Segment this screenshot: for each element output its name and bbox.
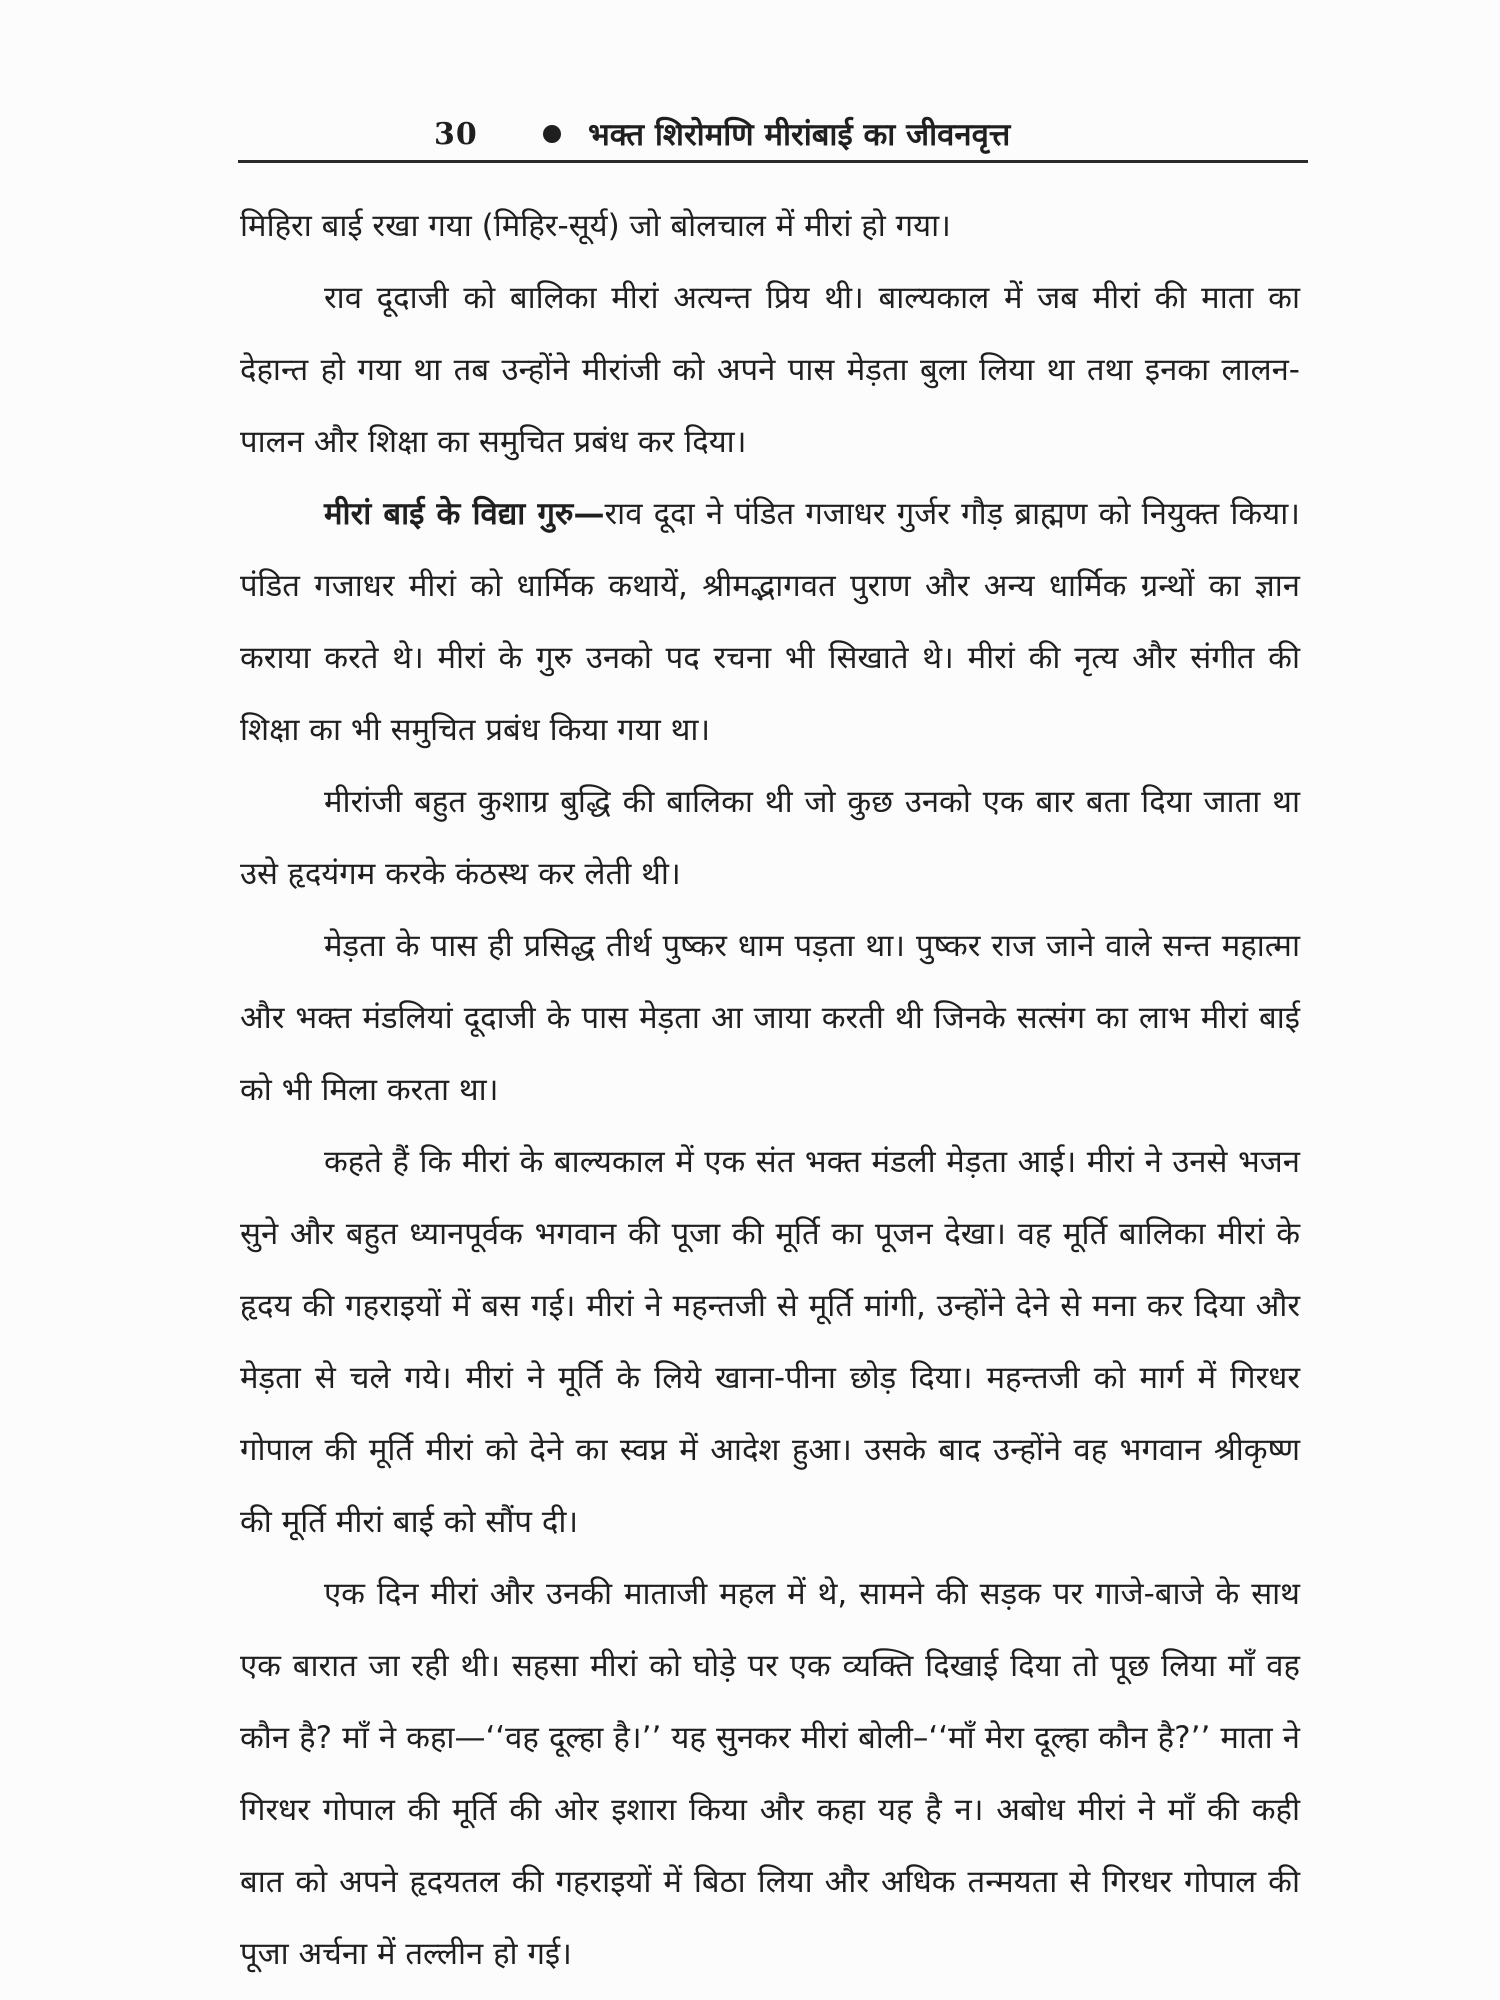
book-title: भक्त शिरोमणि मीरांबाई का जीवनवृत्त — [588, 117, 1011, 153]
paragraph-text: मिहिरा बाई रखा गया (मिहिर-सूर्य) जो बोलचाल में मीरां हो गया। — [240, 208, 951, 244]
running-header — [238, 108, 1308, 160]
bullet-icon — [543, 125, 561, 143]
paragraph-text: मेड़ता के पास ही प्रसिद्ध तीर्थ पुष्कर धाम पड़ता था। पुष्कर राज जाने वाले सन्त महात्मा और भक्त मंडलियां दूदाजी के पास मेड़ता आ जाया करती थी जिनके सत्संग का लाभ मीरां बाई को भी मिला करता था। — [240, 928, 1300, 1108]
paragraph — [240, 766, 1300, 910]
body-text — [240, 190, 1300, 1990]
section-heading: मीरां बाई के विद्या गुरु— — [324, 496, 605, 532]
paragraph-text: मीरांजी बहुत कुशाग्र बुद्धि की बालिका थी जो कुछ उनको एक बार बता दिया जाता था उसे हृदयंगम करके कंठस्थ कर लेती थी। — [240, 784, 1300, 892]
paragraph — [240, 478, 1300, 766]
paragraph — [240, 190, 1300, 262]
paragraph-text: कहते हैं कि मीरां के बाल्यकाल में एक संत भक्त मंडली मेड़ता आई। मीरां ने उनसे भजन सुने और बहुत ध्यानपूर्वक भगवान की पूजा की मूर्ति का पूजन देखा। वह मूर्ति बालिका मीरां के हृदय की गहराइयों में बस गई। मीरां ने महन्तजी से मूर्ति मांगी, उन्होंने देने से मना कर दिया और मेड़ता से चले गये। मीरां ने मूर्ति के लिये खाना-पीना छोड़ दिया। महन्तजी को मार्ग में गिरधर गोपाल की मूर्ति मीरां को देने का स्वप्न में आदेश हुआ। उसके बाद उन्होंने वह भगवान श्रीकृष्ण की मूर्ति मीरां बाई को सौंप दी। — [240, 1144, 1300, 1540]
paragraph-text: एक दिन मीरां और उनकी माताजी महल में थे, सामने की सड़क पर गाजे-बाजे के साथ एक बारात जा रही थी। सहसा मीरां को घोड़े पर एक व्यक्ति दिखाई दिया तो पूछ लिया माँ वह कौन है? माँ ने कहा—‘‘वह दूल्हा है।’’ यह सुनकर मीरां बोली–‘‘माँ मेरा दूल्हा कौन है?’’ माता ने गिरधर गोपाल की मूर्ति की ओर इशारा किया और कहा यह है न। अबोध मीरां ने माँ की कही बात को अपने हृदयतल की गहराइयों में बिठा लिया और अधिक तन्मयता से गिरधर गोपाल की पूजा अर्चना में तल्लीन हो गई। — [240, 1576, 1300, 1972]
paragraph-text: राव दूदा ने पंडित गजाधर गुर्जर गौड़ ब्राह्मण को नियुक्त किया। पंडित गजाधर मीरां को धार्मिक कथायें, श्रीमद्भागवत पुराण और अन्य धार्मिक ग्रन्थों का ज्ञान कराया करते थे। मीरां के गुरु उनको पद रचना भी सिखाते थे। मीरां की नृत्य और संगीत की शिक्षा का भी समुचित प्रबंध किया गया था। — [240, 496, 1300, 748]
paragraph — [240, 1126, 1300, 1558]
paragraph — [240, 910, 1300, 1126]
paragraph — [240, 1558, 1300, 1990]
paragraph-text: राव दूदाजी को बालिका मीरां अत्यन्त प्रिय थी। बाल्यकाल में जब मीरां की माता का देहान्त हो गया था तब उन्होंने मीरांजी को अपने पास मेड़ता बुला लिया था तथा इनका लालन-पालन और शिक्षा का समुचित प्रबंध कर दिया। — [240, 280, 1300, 460]
header-rule — [238, 160, 1308, 163]
page-number: 30 — [434, 116, 478, 152]
paragraph — [240, 262, 1300, 478]
